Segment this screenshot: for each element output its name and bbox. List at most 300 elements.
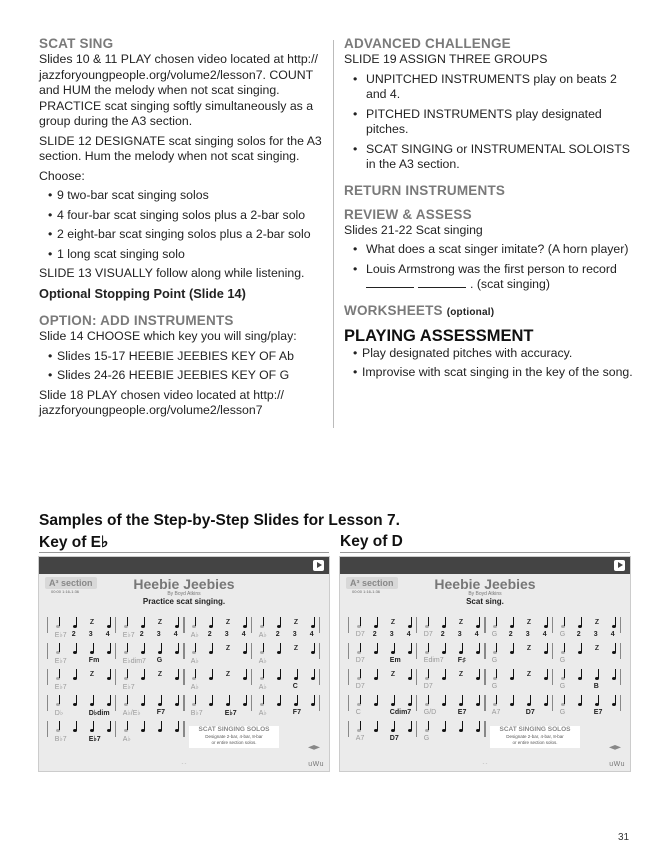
note-stem: [195, 695, 196, 704]
note-stem: [76, 643, 77, 652]
chord-symbol: D♭dim: [88, 710, 110, 717]
barline: [348, 643, 349, 659]
barline: [416, 695, 417, 711]
note-stem: [513, 669, 514, 678]
note-stem: [246, 669, 247, 678]
worksheets-title: WORKSHEETS: [344, 302, 443, 318]
list-item: • What does a scat singer imitate? (A horn player): [344, 242, 634, 258]
barline: [115, 695, 116, 711]
note-stem: [462, 695, 463, 704]
beat-number: 3: [525, 631, 530, 638]
chord-symbol: G: [491, 657, 498, 664]
barline: [552, 617, 553, 633]
note-stem: [110, 695, 111, 704]
review-answer: . (scat singing): [470, 277, 550, 291]
note-stem: [59, 617, 60, 626]
scat-sing-para1: Slides 10 & 11 PLAY chosen video located at http:// jazzforyoungpeople.org/volume2/lesson7. COUNT and HUM the melody when not scat singing. PRACTICE scat singing softly simultaneously as a group during the A3 section.: [39, 52, 318, 128]
note-stem: [564, 643, 565, 652]
barline: [47, 695, 48, 711]
quarter-rest: z: [594, 616, 600, 626]
chord-symbol: E♭7: [88, 736, 101, 743]
beat-number: 2: [508, 631, 513, 638]
barline: [620, 617, 621, 633]
beat-number: 2: [372, 631, 377, 638]
note-stem: [161, 695, 162, 704]
barline: [183, 643, 185, 659]
note-stem: [564, 695, 565, 704]
note-stem: [598, 669, 599, 678]
note-stem: [598, 695, 599, 704]
list-item: • 1 long scat singing solo: [39, 247, 324, 263]
note-stem: [581, 669, 582, 678]
quarter-rest: z: [293, 616, 299, 626]
chord-symbol: B♭7: [54, 736, 67, 743]
chord-symbol: E♭7: [54, 658, 67, 665]
chord-symbol: A♭: [258, 710, 267, 717]
note-stem: [212, 669, 213, 678]
note-stem: [479, 617, 480, 626]
note-stem: [479, 669, 480, 678]
layers-icon[interactable]: [609, 745, 621, 753]
barline: [47, 643, 48, 659]
note-stem: [360, 669, 361, 678]
barline: [183, 695, 185, 711]
note-stem: [411, 669, 412, 678]
beat-number: 2: [576, 631, 581, 638]
chord-symbol: B: [593, 683, 599, 690]
note-stem: [59, 669, 60, 678]
chord-symbol: F7: [292, 709, 301, 716]
chord-symbol: D7: [423, 631, 433, 638]
play-icon[interactable]: [313, 560, 324, 571]
note-stem: [445, 721, 446, 730]
playing-assessment-heading: PLAYING ASSESSMENT: [344, 326, 534, 345]
chord-symbol: E♭dim7: [122, 658, 146, 665]
note-stem: [428, 721, 429, 730]
chord-symbol: D7: [423, 683, 433, 690]
barline: [47, 617, 48, 633]
chord-symbol: A♭: [258, 632, 267, 639]
beat-number: 3: [156, 631, 161, 638]
key-eflat-label: Key of E♭: [39, 534, 109, 551]
quarter-rest: z: [89, 668, 95, 678]
chord-symbol: E♭7: [122, 632, 135, 639]
section-tag: A³ section: [346, 577, 398, 589]
add-instruments-heading: OPTION: ADD INSTRUMENTS: [39, 313, 234, 328]
chord-symbol: G: [156, 657, 163, 664]
quarter-rest: z: [594, 642, 600, 652]
note-stem: [394, 695, 395, 704]
note-stem: [246, 617, 247, 626]
note-stem: [377, 721, 378, 730]
note-stem: [144, 695, 145, 704]
note-stem: [445, 695, 446, 704]
note-stem: [394, 643, 395, 652]
note-stem: [144, 721, 145, 730]
note-stem: [212, 695, 213, 704]
review-questions: [344, 242, 634, 293]
column-divider: [333, 40, 334, 428]
note-stem: [445, 669, 446, 678]
solos-title: SCAT SINGING SOLOS: [198, 726, 270, 733]
note-stem: [127, 669, 128, 678]
chord-symbol: D♭: [54, 710, 64, 717]
note-stem: [496, 643, 497, 652]
add-instruments-para2: Slide 18 PLAY chosen video located at http:// jazzforyoungpeople.org/volume2/lesson7: [39, 387, 284, 417]
note-stem: [496, 695, 497, 704]
staff-row: [348, 693, 622, 719]
layers-icon[interactable]: [308, 745, 320, 753]
scat-sing-heading: SCAT SING: [39, 36, 114, 51]
note-stem: [547, 695, 548, 704]
barline: [251, 643, 252, 659]
note-stem: [195, 669, 196, 678]
barline: [47, 721, 48, 737]
solos-title: SCAT SINGING SOLOS: [499, 726, 571, 733]
chord-symbol: A♭: [190, 658, 199, 665]
slide-author: By Boyd Atkins: [167, 591, 201, 597]
scat-sing-options: [39, 188, 324, 262]
list-item: • Improvise with scat singing in the key of the song.: [344, 365, 634, 381]
chord-symbol: A♭: [122, 736, 131, 743]
note-stem: [110, 643, 111, 652]
note-stem: [297, 669, 298, 678]
advanced-para1: SLIDE 19 ASSIGN THREE GROUPS: [344, 52, 548, 66]
note-stem: [547, 643, 548, 652]
list-item: • SCAT SINGING or INSTRUMENTAL SOLOISTS in the A3 section.: [344, 142, 634, 173]
chord-symbol: A7: [491, 709, 501, 716]
note-stem: [263, 643, 264, 652]
solos-subtitle: Designate 2-bar, 4-bar, 8-bar: [205, 734, 263, 739]
chord-symbol: A♭: [190, 684, 199, 691]
note-stem: [411, 643, 412, 652]
note-stem: [161, 643, 162, 652]
note-stem: [144, 669, 145, 678]
key-d-label: Key of D: [340, 533, 403, 550]
note-stem: [360, 617, 361, 626]
list-item: • Slides 24-26 HEEBIE JEEBIES KEY OF G: [39, 368, 324, 384]
logo: uWu: [308, 761, 324, 768]
note-stem: [479, 721, 480, 730]
section-time: 00:00 1:16-1:36: [51, 589, 80, 594]
note-stem: [394, 721, 395, 730]
slide-instruction: Practice scat singing.: [142, 597, 226, 606]
chord-symbol: G: [423, 735, 430, 742]
slide-title: Heebie Jeebies: [434, 576, 536, 592]
note-stem: [127, 617, 128, 626]
note-stem: [178, 669, 179, 678]
note-stem: [445, 643, 446, 652]
chord-symbol: E♭7: [54, 632, 67, 639]
key-rule: [340, 552, 630, 553]
chord-symbol: Edim7: [423, 657, 444, 664]
note-stem: [246, 643, 247, 652]
slide-page-indicator: - -: [482, 761, 488, 767]
note-stem: [314, 669, 315, 678]
beat-number: 4: [406, 631, 411, 638]
beat-number: 2: [139, 631, 144, 638]
note-stem: [360, 721, 361, 730]
note-stem: [280, 695, 281, 704]
add-instruments-para1: Slide 14 CHOOSE which key you will sing/play:: [39, 329, 297, 343]
chord-symbol: G: [491, 631, 498, 638]
staff-row: [348, 641, 622, 667]
staff-row: [348, 667, 622, 693]
barline: [484, 643, 486, 659]
list-item: • 9 two-bar scat singing solos: [39, 188, 324, 204]
staff-row: [47, 719, 321, 745]
barline: [620, 643, 621, 659]
barline: [416, 617, 417, 633]
list-item: • 2 eight-bar scat singing solos plus a 2-bar solo: [39, 227, 324, 243]
chord-symbol: G/D: [423, 709, 437, 716]
beat-number: 2: [71, 631, 76, 638]
note-stem: [547, 669, 548, 678]
quarter-rest: z: [225, 642, 231, 652]
slide-author: By Boyd Atkins: [468, 591, 502, 597]
note-stem: [377, 617, 378, 626]
barline: [319, 669, 320, 685]
beat-number: 3: [457, 631, 462, 638]
samples-title: Samples of the Step-by-Step Slides for Lesson 7.: [39, 512, 400, 529]
barline: [620, 669, 621, 685]
list-item: • UNPITCHED INSTRUMENTS play on beats 2 and 4.: [344, 72, 634, 103]
quarter-rest: z: [526, 642, 532, 652]
note-stem: [263, 617, 264, 626]
beat-number: 4: [474, 631, 479, 638]
beat-number: 4: [241, 631, 246, 638]
note-stem: [59, 695, 60, 704]
note-stem: [377, 669, 378, 678]
scat-solos-box: [490, 726, 580, 748]
advanced-groups: [344, 72, 634, 173]
chord-symbol: D7: [389, 735, 399, 742]
barline: [115, 669, 116, 685]
chord-symbol: G: [559, 683, 566, 690]
note-stem: [93, 695, 94, 704]
beat-number: 4: [309, 631, 314, 638]
worksheets-heading: [344, 303, 634, 321]
section-time: 00:00 1:16-1:36: [352, 589, 381, 594]
barline: [115, 617, 116, 633]
barline: [251, 695, 252, 711]
quarter-rest: z: [293, 642, 299, 652]
answer-blank: [418, 277, 466, 288]
list-item: • PITCHED INSTRUMENTS play designated pitches.: [344, 107, 634, 138]
barline: [47, 669, 48, 685]
quarter-rest: z: [157, 668, 163, 678]
chord-symbol: E♭7: [224, 710, 237, 717]
note-stem: [479, 643, 480, 652]
beat-number: 3: [292, 631, 297, 638]
staff-row: [348, 615, 622, 641]
note-stem: [280, 617, 281, 626]
slide-key-d: [339, 556, 631, 772]
chord-symbol: E♭7: [54, 684, 67, 691]
scat-solos-box: [189, 726, 279, 748]
chord-symbol: Fm: [88, 657, 100, 664]
quarter-rest: z: [458, 616, 464, 626]
worksheets-optional: (optional): [446, 306, 495, 318]
chord-symbol: A♭/E♭: [122, 710, 141, 717]
choose-label: Choose:: [39, 168, 85, 183]
staff-row: [348, 719, 622, 745]
note-stem: [280, 643, 281, 652]
note-stem: [513, 617, 514, 626]
slide-page-indicator: - -: [181, 761, 187, 767]
chord-symbol: A7: [355, 735, 365, 742]
play-icon[interactable]: [614, 560, 625, 571]
barline: [319, 643, 320, 659]
barline: [552, 643, 553, 659]
note-stem: [263, 695, 264, 704]
note-stem: [513, 695, 514, 704]
key-rule: [39, 552, 329, 553]
chord-symbol: Em: [389, 657, 401, 664]
solos-subtitle: Designate 2-bar, 4-bar, 8-bar: [506, 734, 564, 739]
review-para1: Slides 21-22 Scat singing: [344, 222, 483, 237]
note-stem: [615, 643, 616, 652]
note-stem: [195, 643, 196, 652]
note-stem: [428, 643, 429, 652]
advanced-heading: ADVANCED CHALLENGE: [344, 36, 511, 51]
chord-symbol: A♭: [258, 684, 267, 691]
note-stem: [462, 643, 463, 652]
beat-number: 4: [542, 631, 547, 638]
note-stem: [212, 617, 213, 626]
note-stem: [110, 669, 111, 678]
note-stem: [615, 617, 616, 626]
barline: [348, 721, 349, 737]
note-stem: [496, 669, 497, 678]
note-stem: [360, 643, 361, 652]
barline: [348, 617, 349, 633]
staff-row: [47, 641, 321, 667]
barline: [416, 721, 417, 737]
barline: [115, 721, 116, 737]
note-stem: [127, 721, 128, 730]
staff-row: [47, 667, 321, 693]
solos-subtitle: or entire section solos.: [512, 740, 558, 745]
note-stem: [411, 617, 412, 626]
note-stem: [178, 721, 179, 730]
barline: [183, 617, 185, 633]
note-stem: [76, 617, 77, 626]
barline: [484, 721, 486, 737]
note-stem: [280, 669, 281, 678]
chord-symbol: A♭: [258, 658, 267, 665]
logo: uWu: [609, 761, 625, 768]
slide-top-bar: [39, 557, 329, 574]
solos-subtitle: or entire section solos.: [211, 740, 257, 745]
note-stem: [263, 669, 264, 678]
beat-number: 2: [207, 631, 212, 638]
note-stem: [479, 695, 480, 704]
note-stem: [76, 695, 77, 704]
note-stem: [297, 695, 298, 704]
note-stem: [615, 695, 616, 704]
chord-symbol: Cdim7: [389, 709, 412, 716]
quarter-rest: z: [157, 616, 163, 626]
note-stem: [59, 721, 60, 730]
note-stem: [564, 669, 565, 678]
note-stem: [178, 617, 179, 626]
barline: [552, 669, 553, 685]
note-stem: [314, 617, 315, 626]
note-stem: [428, 617, 429, 626]
note-stem: [411, 721, 412, 730]
note-stem: [59, 643, 60, 652]
staff-row: [47, 693, 321, 719]
barline: [251, 617, 252, 633]
quarter-rest: z: [526, 668, 532, 678]
chord-symbol: A♭: [190, 632, 199, 639]
slide-key-eflat: [38, 556, 330, 772]
note-stem: [178, 643, 179, 652]
note-stem: [615, 669, 616, 678]
note-stem: [411, 695, 412, 704]
barline: [319, 617, 320, 633]
note-stem: [428, 669, 429, 678]
chord-symbol: G: [491, 683, 498, 690]
note-stem: [246, 695, 247, 704]
note-stem: [195, 617, 196, 626]
list-item: • Slides 15-17 HEEBIE JEEBIES KEY OF Ab: [39, 349, 324, 365]
note-stem: [564, 617, 565, 626]
chord-symbol: D7: [355, 657, 365, 664]
note-stem: [314, 643, 315, 652]
note-stem: [229, 695, 230, 704]
chord-symbol: G: [559, 709, 566, 716]
note-stem: [76, 669, 77, 678]
beat-number: 4: [610, 631, 615, 638]
barline: [348, 669, 349, 685]
note-stem: [462, 721, 463, 730]
quarter-rest: z: [526, 616, 532, 626]
quarter-rest: z: [225, 668, 231, 678]
note-stem: [144, 617, 145, 626]
barline: [183, 669, 185, 685]
playing-assessment-list: [344, 346, 634, 381]
note-stem: [110, 721, 111, 730]
chord-symbol: E7: [457, 709, 467, 716]
note-stem: [360, 695, 361, 704]
note-stem: [547, 617, 548, 626]
barline: [348, 695, 349, 711]
chord-symbol: F♯: [457, 657, 466, 664]
chord-symbol: F7: [156, 709, 165, 716]
beat-number: 3: [389, 631, 394, 638]
barline: [484, 669, 486, 685]
quarter-rest: z: [458, 668, 464, 678]
return-instruments-heading: RETURN INSTRUMENTS: [344, 182, 506, 198]
beat-number: 3: [224, 631, 229, 638]
note-stem: [581, 695, 582, 704]
review-heading: REVIEW & ASSESS: [344, 206, 472, 222]
note-stem: [93, 721, 94, 730]
quarter-rest: z: [225, 616, 231, 626]
answer-blank: [366, 277, 414, 288]
beat-number: 4: [105, 631, 110, 638]
section-tag: A³ section: [45, 577, 97, 589]
slide-top-bar: [340, 557, 630, 574]
chord-symbol: B♭7: [190, 710, 203, 717]
note-stem: [76, 721, 77, 730]
beat-number: 2: [275, 631, 280, 638]
chord-symbol: C: [355, 709, 361, 716]
chord-symbol: E♭7: [122, 684, 135, 691]
slide-instruction: Scat sing.: [466, 597, 504, 606]
